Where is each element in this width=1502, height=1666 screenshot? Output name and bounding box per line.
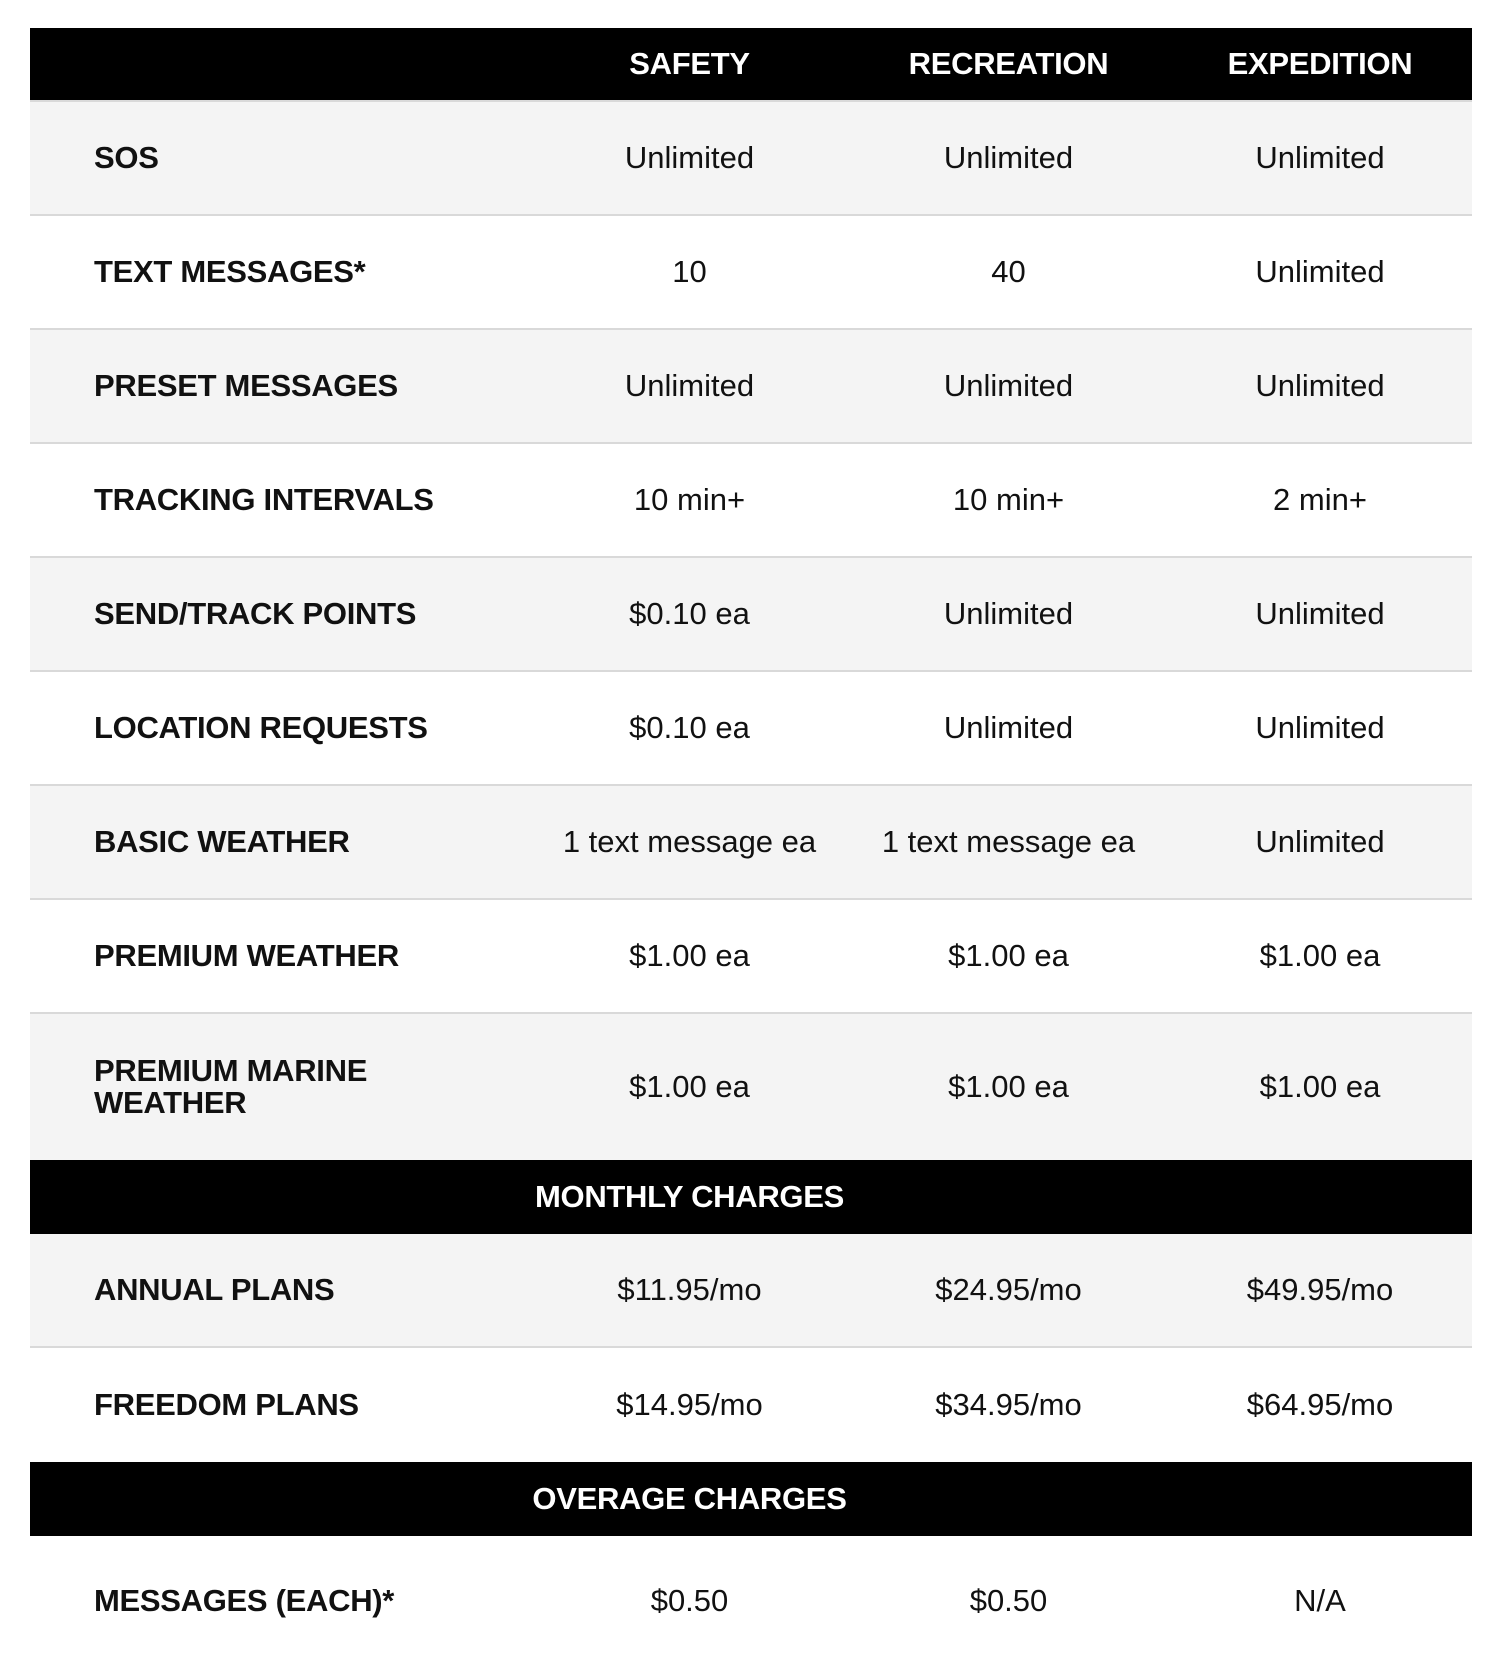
cell-recreation: 40 (991, 254, 1026, 289)
cell-expedition: 2 min+ (1273, 482, 1367, 517)
header-recreation: RECREATION (908, 46, 1109, 81)
row-label (30, 1055, 530, 1119)
plan-comparison-table (30, 28, 1472, 1666)
table-row (30, 444, 1472, 558)
overage-charges-header (30, 1462, 1472, 1536)
table-row (30, 1536, 1472, 1666)
row-label: SEND/TRACK POINTS (94, 596, 417, 631)
cell-safety: $1.00 ea (629, 1069, 750, 1104)
cell-recreation: Unlimited (943, 596, 1074, 631)
table-row (30, 672, 1472, 786)
table-row (30, 900, 1472, 1014)
row-label: TRACKING INTERVALS (94, 482, 434, 517)
cell-safety: 10 min+ (633, 482, 746, 517)
cell-expedition: Unlimited (1255, 824, 1385, 859)
table-row (30, 102, 1472, 216)
header-safety: SAFETY (629, 46, 750, 81)
row-label: FREEDOM PLANS (94, 1387, 359, 1422)
cell-expedition: N/A (1294, 1583, 1346, 1618)
cell-safety: $0.10 ea (629, 710, 750, 745)
cell-expedition: $49.95/mo (1246, 1272, 1394, 1307)
cell-recreation: Unlimited (943, 140, 1074, 175)
cell-expedition: Unlimited (1255, 710, 1385, 745)
cell-recreation: 1 text message ea (881, 824, 1136, 859)
monthly-charges-title: MONTHLY CHARGES (535, 1179, 844, 1214)
cell-safety: $1.00 ea (629, 938, 750, 973)
row-label-line-2: WEATHER (94, 1085, 247, 1120)
cell-recreation: $24.95/mo (935, 1272, 1082, 1307)
cell-safety: $11.95/mo (617, 1272, 762, 1307)
table-row (30, 330, 1472, 444)
table-row (30, 1234, 1472, 1348)
cell-recreation: $1.00 ea (948, 938, 1069, 973)
row-label: MESSAGES (EACH)* (94, 1583, 395, 1618)
cell-recreation: Unlimited (943, 368, 1074, 403)
table-row (30, 216, 1472, 330)
cell-safety: $14.95/mo (616, 1387, 763, 1422)
cell-expedition: Unlimited (1255, 368, 1385, 403)
cell-expedition: $1.00 ea (1259, 1069, 1381, 1104)
cell-recreation: $34.95/mo (935, 1387, 1082, 1422)
row-label: SOS (94, 140, 159, 175)
table-row (30, 1014, 1472, 1160)
row-label: PREMIUM WEATHER (94, 938, 399, 973)
cell-safety: 1 text message ea (562, 824, 817, 859)
table-row (30, 558, 1472, 672)
cell-recreation: 10 min+ (952, 482, 1065, 517)
overage-charges-title: OVERAGE CHARGES (532, 1481, 847, 1516)
table-row (30, 786, 1472, 900)
cell-safety: 10 (672, 254, 707, 289)
table-header (30, 28, 1472, 102)
row-label: LOCATION REQUESTS (94, 710, 428, 745)
cell-expedition: Unlimited (1255, 596, 1385, 631)
cell-recreation: Unlimited (943, 710, 1074, 745)
monthly-charges-header (30, 1160, 1472, 1234)
cell-expedition: $64.95/mo (1246, 1387, 1394, 1422)
header-expedition: EXPEDITION (1227, 46, 1413, 81)
row-label: BASIC WEATHER (94, 824, 350, 859)
cell-expedition: Unlimited (1255, 254, 1385, 289)
cell-safety: $0.50 (650, 1583, 729, 1618)
row-label: PRESET MESSAGES (94, 368, 398, 403)
table-row (30, 1348, 1472, 1462)
cell-safety: Unlimited (624, 368, 755, 403)
cell-expedition: $1.00 ea (1259, 938, 1381, 973)
row-label: ANNUAL PLANS (94, 1272, 335, 1307)
row-label: TEXT MESSAGES* (94, 254, 366, 289)
cell-safety: $0.10 ea (629, 596, 750, 631)
cell-recreation: $0.50 (969, 1583, 1048, 1618)
cell-expedition: Unlimited (1255, 140, 1385, 175)
cell-safety: Unlimited (624, 140, 755, 175)
row-label-line-1: PREMIUM MARINE (94, 1053, 368, 1088)
cell-recreation: $1.00 ea (948, 1069, 1069, 1104)
